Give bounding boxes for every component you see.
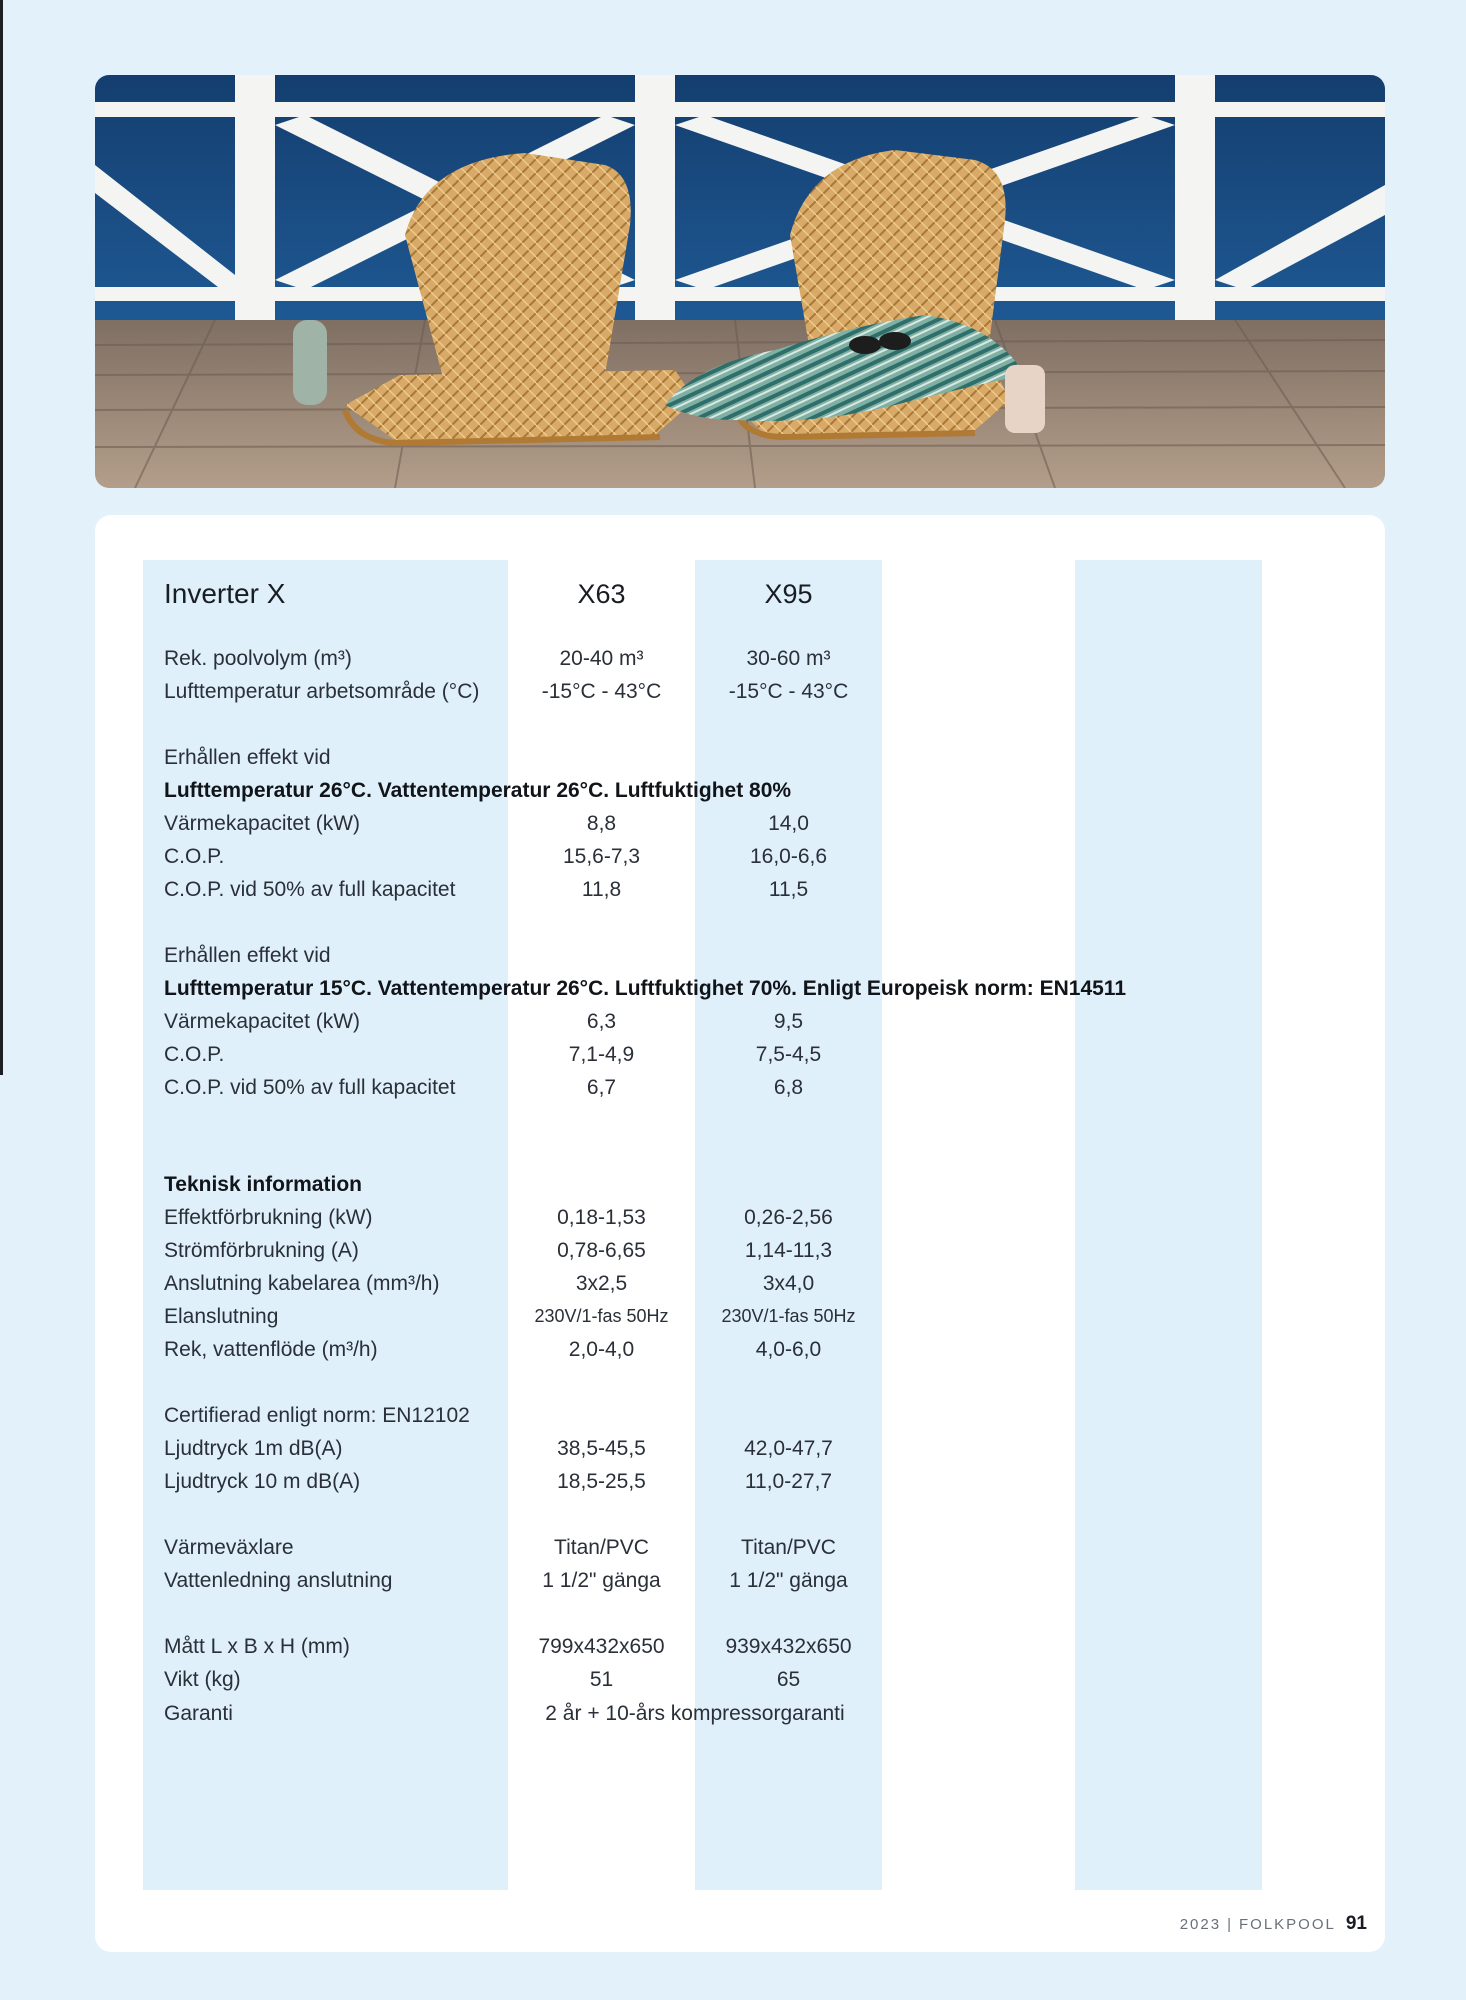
table-row: Mått L x B x H (mm) 799x432x650 939x432x650 (164, 1635, 852, 1658)
table-title: Inverter X (164, 578, 286, 609)
water-bottle (293, 320, 327, 405)
warranty-value: 2 år + 10-års kompressorgaranti (545, 1702, 845, 1725)
table-row: Ljudtryck 1m dB(A) 38,5-45,5 42,0-47,7 (164, 1437, 833, 1460)
page-edge-rule (0, 0, 3, 1075)
section-heading: Lufttemperatur 15°C. Vattentemperatur 26°C. Luftfuktighet 70%. Enligt Europeisk norm: EN14511 (164, 977, 1127, 1000)
table-row: C.O.P. 7,1-4,9 7,5-4,5 (164, 1043, 822, 1066)
table-row: Elanslutning 230V/1-fas 50Hz 230V/1-fas 50Hz (164, 1305, 856, 1328)
table-row: Värmekapacitet (kW) 8,8 14,0 (164, 812, 809, 835)
hero-photo (95, 75, 1385, 488)
column-heading-x95: X95 (764, 579, 813, 609)
table-header (95, 574, 1385, 614)
section-heading: Teknisk information (164, 1173, 362, 1196)
table-row: Vattenledning anslutning 1 1/2" gänga 1 1/2" gänga (164, 1569, 848, 1592)
ceramic-cup (1005, 365, 1045, 433)
page-folio (1180, 1913, 1367, 1935)
table-row: Lufttemperatur arbetsområde (°C) -15°C - 43°C -15°C - 43°C (164, 680, 849, 703)
folio-brand: FOLKPOOL (1239, 1916, 1336, 1933)
table-row: Rek, vattenflöde (m³/h) 2,0-4,0 4,0-6,0 (164, 1338, 822, 1361)
column-heading-x63: X63 (577, 579, 626, 609)
table-row: Effektförbrukning (kW) 0,18-1,53 0,26-2,56 (164, 1206, 833, 1229)
spec-card (95, 515, 1385, 1952)
folio-year: 2023 (1179, 1916, 1222, 1933)
page-number: 91 (1345, 1913, 1367, 1934)
folio-separator: | (1227, 1916, 1233, 1933)
table-row: Värmekapacitet (kW) 6,3 9,5 (164, 1010, 804, 1033)
table-row: Strömförbrukning (A) 0,78-6,65 1,14-11,3 (164, 1239, 833, 1262)
table-row: Värmeväxlare Titan/PVC Titan/PVC (164, 1536, 836, 1559)
table-row: Ljudtryck 10 m dB(A) 18,5-25,5 11,0-27,7 (164, 1470, 833, 1493)
section-intro: Certifierad enligt norm: EN12102 (164, 1404, 470, 1427)
section-intro: Erhållen effekt vid (164, 746, 331, 769)
table-row: Rek. poolvolym (m³) 20-40 m³ 30-60 m³ (164, 647, 831, 670)
section-heading: Lufttemperatur 26°C. Vattentemperatur 26°C. Luftfuktighet 80% (164, 779, 792, 802)
table-row: C.O.P. 15,6-7,3 16,0-6,6 (164, 845, 828, 868)
table-row: C.O.P. vid 50% av full kapacitet 11,8 11,5 (164, 878, 809, 901)
table-row: C.O.P. vid 50% av full kapacitet 6,7 6,8 (164, 1076, 804, 1099)
section-intro: Erhållen effekt vid (164, 944, 331, 967)
pier-loungers-illustration (95, 75, 1385, 488)
warranty-row: Garanti 2 år + 10-års kompressorgaranti (95, 1697, 1385, 1730)
table-row: Vikt (kg) 51 65 (164, 1668, 801, 1691)
table-row: Anslutning kabelarea (mm³/h) 3x2,5 3x4,0 (164, 1272, 815, 1295)
